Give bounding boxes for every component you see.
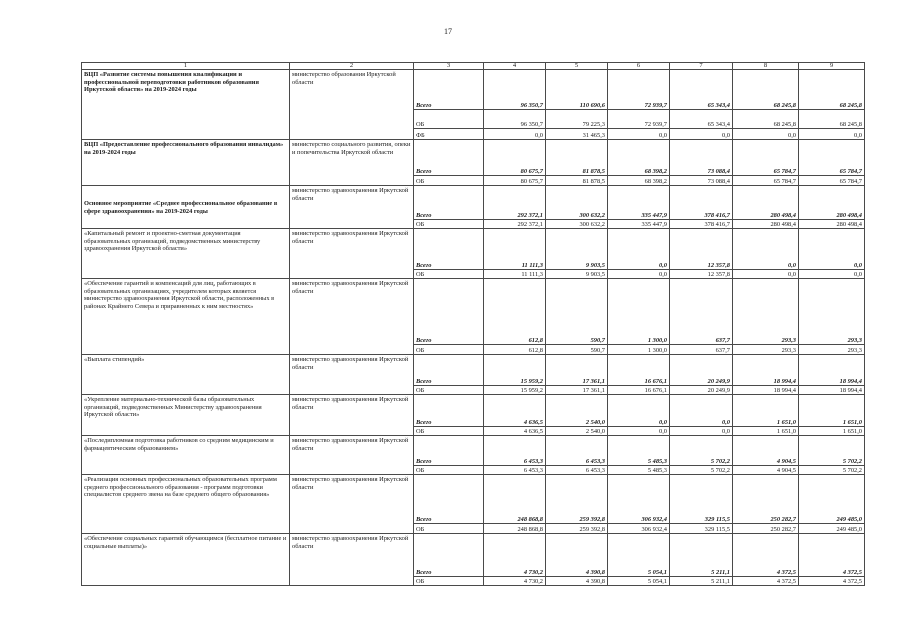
amount-cell: 15 959,2 (484, 371, 546, 386)
header-cell: 5 (546, 63, 608, 70)
amount-cell: 11 111,3 (484, 270, 546, 279)
funding-source: Всего (414, 321, 484, 345)
amount-cell: 65 784,7 (733, 158, 799, 176)
program-group (82, 355, 865, 371)
spacer-cell (546, 436, 608, 450)
amount-cell: 306 932,4 (608, 524, 670, 534)
amount-cell: 250 282,7 (733, 524, 799, 534)
program-name: «Выплата стипендий» (82, 355, 290, 395)
program-name: ВЦП «Предоставление профессионального образования инвалидам» на 2019-2024 годы (82, 140, 290, 186)
amount-cell: 4 390,8 (546, 577, 608, 586)
amount-cell: 4 372,5 (733, 550, 799, 577)
amount-cell: 17 361,1 (546, 386, 608, 395)
amount-cell: 0,0 (670, 427, 733, 436)
amount-cell: 0,0 (670, 129, 733, 140)
amount-cell: 249 485,0 (799, 501, 865, 524)
amount-cell: 0,0 (608, 270, 670, 279)
department-name: министерство здравоохранения Иркутской области (290, 186, 414, 229)
funding-source: ОБ (414, 386, 484, 395)
department-name: министерство здравоохранения Иркутской области (290, 229, 414, 279)
spacer-cell (733, 140, 799, 158)
amount-cell: 0,0 (608, 253, 670, 270)
amount-cell: 68 245,8 (799, 110, 865, 129)
spacer-cell (414, 475, 484, 501)
amount-cell: 259 392,8 (546, 501, 608, 524)
amount-cell: 259 392,8 (546, 524, 608, 534)
amount-cell: 637,7 (670, 321, 733, 345)
spacer-cell (484, 355, 546, 371)
funding-source: ФБ (414, 129, 484, 140)
amount-cell: 11 111,3 (484, 253, 546, 270)
amount-cell: 81 878,5 (546, 158, 608, 176)
spacer-cell (799, 534, 865, 550)
page-number: 17 (444, 27, 452, 36)
amount-cell: 1 300,0 (608, 321, 670, 345)
amount-cell: 17 361,1 (546, 371, 608, 386)
funding-source: Всего (414, 253, 484, 270)
spacer-cell (733, 70, 799, 91)
header-cell: 9 (799, 63, 865, 70)
spacer-cell (484, 436, 546, 450)
amount-cell: 18 994,4 (733, 371, 799, 386)
spacer-cell (608, 229, 670, 253)
amount-cell: 73 088,4 (670, 158, 733, 176)
amount-cell: 65 784,7 (733, 176, 799, 186)
amount-cell: 378 416,7 (670, 202, 733, 220)
program-name: «Обеспечение гарантий и компенсаций для лиц, работающих в образовательных организациях, учредителем которых является министерство здравоохранения Иркутской области, расположенных в районах Крайнего Севера и приравненных к ним местностях» (82, 279, 290, 355)
program-group (82, 475, 865, 501)
amount-cell: 9 903,5 (546, 270, 608, 279)
amount-cell: 292 372,1 (484, 220, 546, 229)
spacer-cell (670, 355, 733, 371)
program-group (82, 140, 865, 158)
funding-source: ОБ (414, 220, 484, 229)
header-cell: 2 (290, 63, 414, 70)
amount-cell: 637,7 (670, 345, 733, 355)
amount-cell: 4 904,5 (733, 466, 799, 475)
amount-cell: 4 372,5 (799, 550, 865, 577)
amount-cell: 12 357,8 (670, 253, 733, 270)
spacer-cell (414, 70, 484, 91)
amount-cell: 4 636,5 (484, 427, 546, 436)
spacer-cell (670, 229, 733, 253)
amount-cell: 65 343,4 (670, 110, 733, 129)
amount-cell: 68 245,8 (733, 91, 799, 110)
table-body (82, 63, 865, 586)
amount-cell: 0,0 (608, 427, 670, 436)
header-cell: 3 (414, 63, 484, 70)
spacer-cell (733, 186, 799, 202)
program-name: ВЦП «Развитие системы повышения квалификации и профессиональной переподготовки работников образования Иркутской области» на 2019-2024 годы (82, 70, 290, 140)
spacer-cell (799, 279, 865, 321)
funding-source: Всего (414, 450, 484, 466)
amount-cell: 1 300,0 (608, 345, 670, 355)
program-name: «Укрепление материально-технической базы образовательных организаций, подведомственных Министерству здравоохранения Иркутской области» (82, 395, 290, 436)
amount-cell: 335 447,9 (608, 202, 670, 220)
amount-cell: 5 485,3 (608, 450, 670, 466)
spacer-cell (414, 279, 484, 321)
spacer-cell (484, 229, 546, 253)
department-name: министерство здравоохранения Иркутской области (290, 279, 414, 355)
program-name: Основное мероприятие «Среднее профессиональное образование в сфере здравоохранения» на 2019-2024 годы (82, 186, 290, 229)
spacer-cell (608, 140, 670, 158)
spacer-cell (733, 436, 799, 450)
amount-cell: 5 211,1 (670, 577, 733, 586)
spacer-cell (414, 186, 484, 202)
amount-cell: 4 730,2 (484, 550, 546, 577)
amount-cell: 31 465,3 (546, 129, 608, 140)
amount-cell: 96 350,7 (484, 110, 546, 129)
amount-cell: 1 651,0 (733, 412, 799, 427)
program-name: «Обеспечение социальных гарантий обучающимся (бесплатное питание и социальные выплаты)» (82, 534, 290, 586)
amount-cell: 335 447,9 (608, 220, 670, 229)
department-name: министерство здравоохранения Иркутской области (290, 534, 414, 586)
spacer-cell (799, 70, 865, 91)
spacer-cell (484, 279, 546, 321)
funding-source: ОБ (414, 176, 484, 186)
spacer-cell (546, 395, 608, 412)
spacer-cell (414, 395, 484, 412)
amount-cell: 1 651,0 (799, 412, 865, 427)
spacer-cell (799, 186, 865, 202)
amount-cell: 68 245,8 (733, 110, 799, 129)
spacer-cell (733, 475, 799, 501)
spacer-cell (733, 534, 799, 550)
amount-cell: 79 225,3 (546, 110, 608, 129)
program-group (82, 279, 865, 321)
funding-source: ОБ (414, 110, 484, 129)
spacer-cell (670, 395, 733, 412)
spacer-cell (799, 355, 865, 371)
spacer-cell (670, 70, 733, 91)
amount-cell: 12 357,8 (670, 270, 733, 279)
amount-cell: 293,3 (799, 345, 865, 355)
funding-source: ОБ (414, 524, 484, 534)
amount-cell: 16 676,1 (608, 371, 670, 386)
amount-cell: 4 636,5 (484, 412, 546, 427)
spacer-cell (546, 70, 608, 91)
amount-cell: 5 702,2 (799, 466, 865, 475)
spacer-cell (484, 140, 546, 158)
spacer-cell (670, 436, 733, 450)
spacer-cell (546, 186, 608, 202)
amount-cell: 280 498,4 (799, 202, 865, 220)
funding-source: ОБ (414, 345, 484, 355)
amount-cell: 612,8 (484, 321, 546, 345)
amount-cell: 15 959,2 (484, 386, 546, 395)
amount-cell: 0,0 (733, 129, 799, 140)
amount-cell: 0,0 (608, 129, 670, 140)
amount-cell: 2 540,0 (546, 412, 608, 427)
amount-cell: 293,3 (733, 321, 799, 345)
amount-cell: 306 932,4 (608, 501, 670, 524)
amount-cell: 20 249,9 (670, 371, 733, 386)
amount-cell: 16 676,1 (608, 386, 670, 395)
header-cell: 6 (608, 63, 670, 70)
funding-source: Всего (414, 371, 484, 386)
spacer-cell (608, 436, 670, 450)
amount-cell: 72 939,7 (608, 91, 670, 110)
department-name: министерство социального развития, опеки и попечительства Иркутской области (290, 140, 414, 186)
amount-cell: 5 702,2 (670, 466, 733, 475)
amount-cell: 4 904,5 (733, 450, 799, 466)
spacer-cell (546, 140, 608, 158)
spacer-cell (484, 70, 546, 91)
amount-cell: 0,0 (670, 412, 733, 427)
amount-cell: 4 372,5 (733, 577, 799, 586)
funding-source: Всего (414, 412, 484, 427)
header-cell: 7 (670, 63, 733, 70)
spacer-cell (546, 534, 608, 550)
amount-cell: 5 211,1 (670, 550, 733, 577)
spacer-cell (414, 140, 484, 158)
funding-source: ОБ (414, 270, 484, 279)
program-name: «Последипломная подготовка работников со средним медицинским и фармацевтическим образованием» (82, 436, 290, 475)
spacer-cell (733, 279, 799, 321)
program-name: «Капитальный ремонт и проектно-сметная документация образовательных организаций, подведомственных министерству здравоохранения Иркутской области» (82, 229, 290, 279)
spacer-cell (799, 229, 865, 253)
spacer-cell (733, 229, 799, 253)
amount-cell: 1 651,0 (799, 427, 865, 436)
spacer-cell (799, 395, 865, 412)
spacer-cell (414, 355, 484, 371)
amount-cell: 0,0 (799, 253, 865, 270)
spacer-cell (799, 140, 865, 158)
spacer-cell (733, 395, 799, 412)
amount-cell: 5 702,2 (670, 450, 733, 466)
spacer-cell (546, 229, 608, 253)
amount-cell: 612,8 (484, 345, 546, 355)
header-cell: 4 (484, 63, 546, 70)
spacer-cell (414, 534, 484, 550)
spacer-cell (484, 186, 546, 202)
amount-cell: 65 784,7 (799, 176, 865, 186)
amount-cell: 0,0 (608, 412, 670, 427)
funding-source: Всего (414, 501, 484, 524)
amount-cell: 6 453,3 (546, 466, 608, 475)
amount-cell: 0,0 (733, 270, 799, 279)
program-group (82, 395, 865, 412)
amount-cell: 65 343,4 (670, 91, 733, 110)
spacer-cell (608, 395, 670, 412)
funding-source: ОБ (414, 577, 484, 586)
amount-cell: 18 994,4 (733, 386, 799, 395)
program-name: «Реализация основных профессиональных образовательных программ среднего профессионального образования - программ подготовки специалистов среднего звена на базе среднего общего образования» (82, 475, 290, 534)
spacer-cell (799, 436, 865, 450)
header-row (82, 63, 865, 70)
header-cell: 8 (733, 63, 799, 70)
amount-cell: 65 784,7 (799, 158, 865, 176)
amount-cell: 249 485,0 (799, 524, 865, 534)
amount-cell: 68 398,2 (608, 176, 670, 186)
program-group (82, 186, 865, 202)
amount-cell: 9 903,5 (546, 253, 608, 270)
spacer-cell (670, 534, 733, 550)
amount-cell: 6 453,3 (484, 450, 546, 466)
spacer-cell (608, 534, 670, 550)
amount-cell: 248 868,8 (484, 501, 546, 524)
spacer-cell (608, 186, 670, 202)
amount-cell: 329 115,5 (670, 501, 733, 524)
amount-cell: 590,7 (546, 345, 608, 355)
spacer-cell (670, 279, 733, 321)
amount-cell: 280 498,4 (799, 220, 865, 229)
amount-cell: 20 249,9 (670, 386, 733, 395)
spacer-cell (733, 355, 799, 371)
funding-source: ОБ (414, 427, 484, 436)
amount-cell: 6 453,3 (546, 450, 608, 466)
spacer-cell (608, 475, 670, 501)
amount-cell: 5 054,1 (608, 550, 670, 577)
amount-cell: 73 088,4 (670, 176, 733, 186)
amount-cell: 0,0 (484, 129, 546, 140)
funding-source: Всего (414, 550, 484, 577)
spacer-cell (546, 279, 608, 321)
department-name: министерство образования Иркутской области (290, 70, 414, 140)
amount-cell: 590,7 (546, 321, 608, 345)
spacer-cell (670, 140, 733, 158)
program-group (82, 534, 865, 550)
spacer-cell (608, 279, 670, 321)
amount-cell: 4 372,5 (799, 577, 865, 586)
amount-cell: 96 350,7 (484, 91, 546, 110)
amount-cell: 300 632,2 (546, 220, 608, 229)
amount-cell: 80 675,7 (484, 176, 546, 186)
amount-cell: 80 675,7 (484, 158, 546, 176)
amount-cell: 329 115,5 (670, 524, 733, 534)
program-group (82, 436, 865, 450)
amount-cell: 5 054,1 (608, 577, 670, 586)
amount-cell: 280 498,4 (733, 202, 799, 220)
amount-cell: 72 939,7 (608, 110, 670, 129)
program-group (82, 70, 865, 91)
amount-cell: 300 632,2 (546, 202, 608, 220)
amount-cell: 5 702,2 (799, 450, 865, 466)
amount-cell: 2 540,0 (546, 427, 608, 436)
spacer-cell (670, 186, 733, 202)
amount-cell: 378 416,7 (670, 220, 733, 229)
amount-cell: 4 390,8 (546, 550, 608, 577)
department-name: министерство здравоохранения Иркутской области (290, 395, 414, 436)
amount-cell: 0,0 (733, 253, 799, 270)
department-name: министерство здравоохранения Иркутской области (290, 475, 414, 534)
amount-cell: 280 498,4 (733, 220, 799, 229)
spacer-cell (608, 70, 670, 91)
amount-cell: 110 690,6 (546, 91, 608, 110)
spacer-cell (546, 475, 608, 501)
department-name: министерство здравоохранения Иркутской области (290, 436, 414, 475)
spacer-cell (414, 229, 484, 253)
amount-cell: 293,3 (733, 345, 799, 355)
program-group (82, 229, 865, 253)
funding-source: Всего (414, 202, 484, 220)
spacer-cell (670, 475, 733, 501)
amount-cell: 5 485,3 (608, 466, 670, 475)
amount-cell: 68 398,2 (608, 158, 670, 176)
amount-cell: 250 282,7 (733, 501, 799, 524)
amount-cell: 0,0 (799, 270, 865, 279)
spacer-cell (608, 355, 670, 371)
amount-cell: 0,0 (799, 129, 865, 140)
spacer-cell (484, 534, 546, 550)
amount-cell: 18 994,4 (799, 371, 865, 386)
amount-cell: 68 245,8 (799, 91, 865, 110)
amount-cell: 248 868,8 (484, 524, 546, 534)
header-cell: 1 (82, 63, 290, 70)
spacer-cell (799, 475, 865, 501)
amount-cell: 4 730,2 (484, 577, 546, 586)
funding-source: ОБ (414, 466, 484, 475)
spacer-cell (546, 355, 608, 371)
amount-cell: 293,3 (799, 321, 865, 345)
spacer-cell (484, 475, 546, 501)
spacer-cell (414, 436, 484, 450)
funding-source: Всего (414, 158, 484, 176)
amount-cell: 81 878,5 (546, 176, 608, 186)
amount-cell: 18 994,4 (799, 386, 865, 395)
budget-table (81, 62, 865, 586)
department-name: министерство здравоохранения Иркутской области (290, 355, 414, 395)
amount-cell: 1 651,0 (733, 427, 799, 436)
amount-cell: 292 372,1 (484, 202, 546, 220)
amount-cell: 6 453,3 (484, 466, 546, 475)
funding-source: Всего (414, 91, 484, 110)
spacer-cell (484, 395, 546, 412)
